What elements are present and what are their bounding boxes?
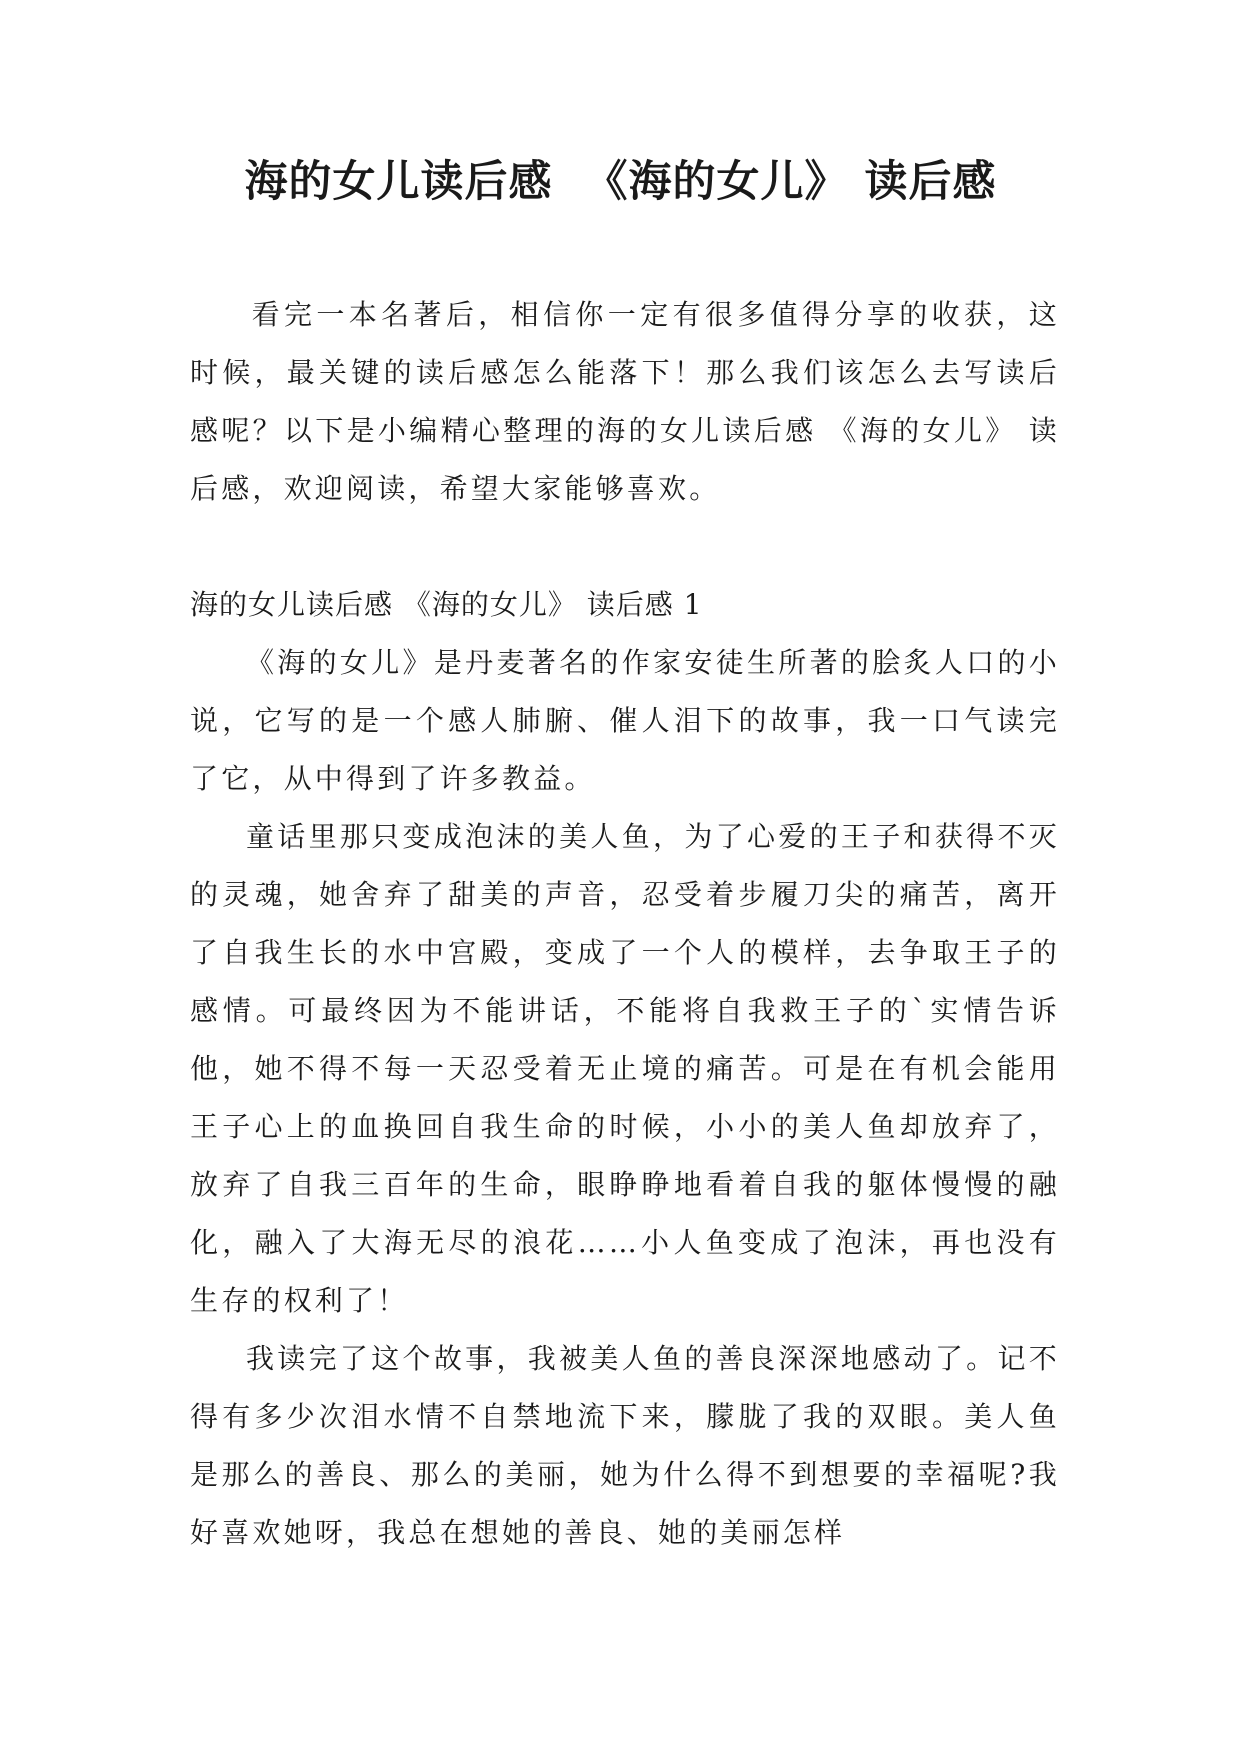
body-paragraph-3: 我读完了这个故事，我被美人鱼的善良深深地感动了。记不得有多少次泪水情不自禁地流下来，朦胧了我的双眼。美人鱼是那么的善良、那么的美丽，她为什么得不到想要的幸福呢?我好喜欢她呀，我总在想她的善良、她的美丽怎样 [190,1342,1060,1549]
document-body [190,286,1060,1562]
document-title: 海的女儿读后感 《海的女儿》 读后感 [244,157,997,207]
body-paragraph-1: 《海的女儿》是丹麦著名的作家安徒生所著的脍炙人口的小说，它写的是一个感人肺腑、催人泪下的故事，我一口气读完了它，从中得到了许多教益。 [190,646,1060,795]
section-heading: 海的女儿读后感 《海的女儿》 读后感 1 [190,588,703,621]
body-paragraph-2: 童话里那只变成泡沫的美人鱼，为了心爱的王子和获得不灭的灵魂，她舍弃了甜美的声音，忍受着步履刀尖的痛苦，离开了自我生长的水中宫殿，变成了一个人的模样，去争取王子的感情。可最终因为不能讲话，不能将自我救王子的`实情告诉他，她不得不每一天忍受着无止境的痛苦。可是在有机会能用王子心上的血换回自我生命的时候，小小的美人鱼却放弃了，放弃了自我三百年的生命，眼睁睁地看着自我的躯体慢慢的融化，融入了大海无尽的浪花……小人鱼变成了泡沫，再也没有生存的权利了！ [190,820,1060,1317]
intro-paragraph: 看完一本名著后，相信你一定有很多值得分享的收获，这时候，最关键的读后感怎么能落下！那么我们该怎么去写读后感呢？以下是小编精心整理的海的女儿读后感 《海的女儿》 读后感，欢迎阅读，希望大家能够喜欢。 [190,298,1060,505]
paragraph-spacer [190,518,1060,576]
